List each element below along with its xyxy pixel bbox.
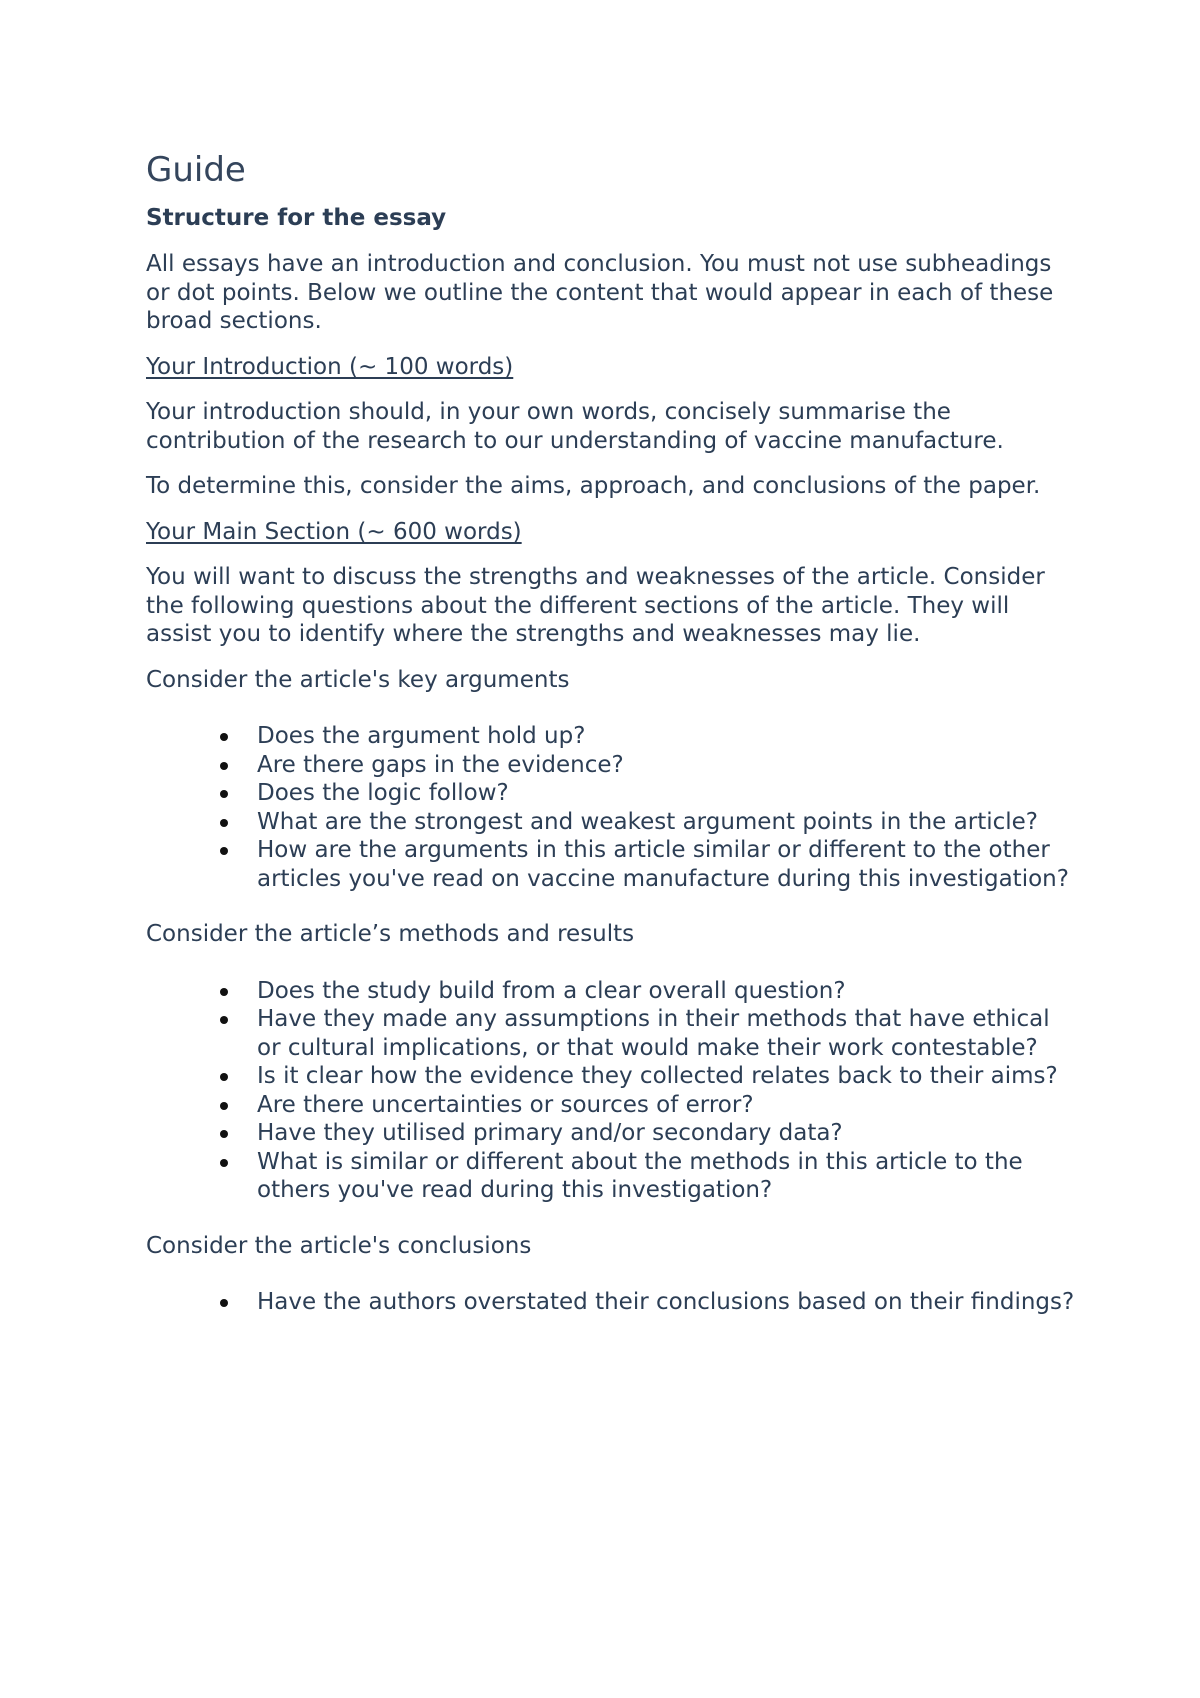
intro-paragraph: All essays have an introduction and conclusion. You must not use subheadings or dot points. Below we outline the content that would appear in each of these broad sections. xyxy=(146,251,1054,335)
list-item: What is similar or different about the methods in this article to the others you've read during this investigation? xyxy=(257,1148,1076,1205)
document-page xyxy=(146,150,1076,1344)
methods-results-list xyxy=(146,977,1076,1205)
conclusions-list xyxy=(146,1288,1076,1317)
main-section-paragraph: You will want to discuss the strengths and weaknesses of the article. Consider the following questions about the different sections of the article. They will assist you to identify where the strengths and weaknesses may lie. xyxy=(146,564,1045,648)
introduction-paragraph: Your introduction should, in your own words, concisely summarise the contribution of the research to our understanding of vaccine manufacture. xyxy=(146,399,1004,454)
list-item: Does the study build from a clear overall question? xyxy=(257,977,1076,1006)
list-item: Does the argument hold up? xyxy=(257,722,1076,751)
methods-results-heading: Consider the article’s methods and results xyxy=(146,921,635,948)
list-item: Have they utilised primary and/or secondary data? xyxy=(257,1119,1076,1148)
essay-structure-heading: Structure for the essay xyxy=(146,204,447,231)
list-item: What are the strongest and weakest argument points in the article? xyxy=(257,808,1076,837)
list-item: Is it clear how the evidence they collected relates back to their aims? xyxy=(257,1062,1076,1091)
list-item: Does the logic follow? xyxy=(257,779,1076,808)
key-arguments-heading: Consider the article's key arguments xyxy=(146,666,570,693)
list-item: Have they made any assumptions in their methods that have ethical or cultural implications, or that would make their work contestable? xyxy=(257,1005,1076,1062)
list-item: Are there gaps in the evidence? xyxy=(257,751,1076,780)
document-title: Guide xyxy=(146,150,246,190)
list-item: Have the authors overstated their conclusions based on their findings? xyxy=(257,1289,1075,1316)
conclusions-heading: Consider the article's conclusions xyxy=(146,1232,532,1259)
introduction-paragraph: To determine this, consider the aims, approach, and conclusions of the paper. xyxy=(146,473,1041,500)
list-item: How are the arguments in this article similar or different to the other articles you've read on vaccine manufacture during this investigation? xyxy=(257,836,1076,893)
key-arguments-list xyxy=(146,722,1076,893)
list-item: Are there uncertainties or sources of error? xyxy=(257,1091,1076,1120)
introduction-heading: Your Introduction (~ 100 words) xyxy=(146,353,514,380)
main-section-heading: Your Main Section (~ 600 words) xyxy=(146,518,522,545)
